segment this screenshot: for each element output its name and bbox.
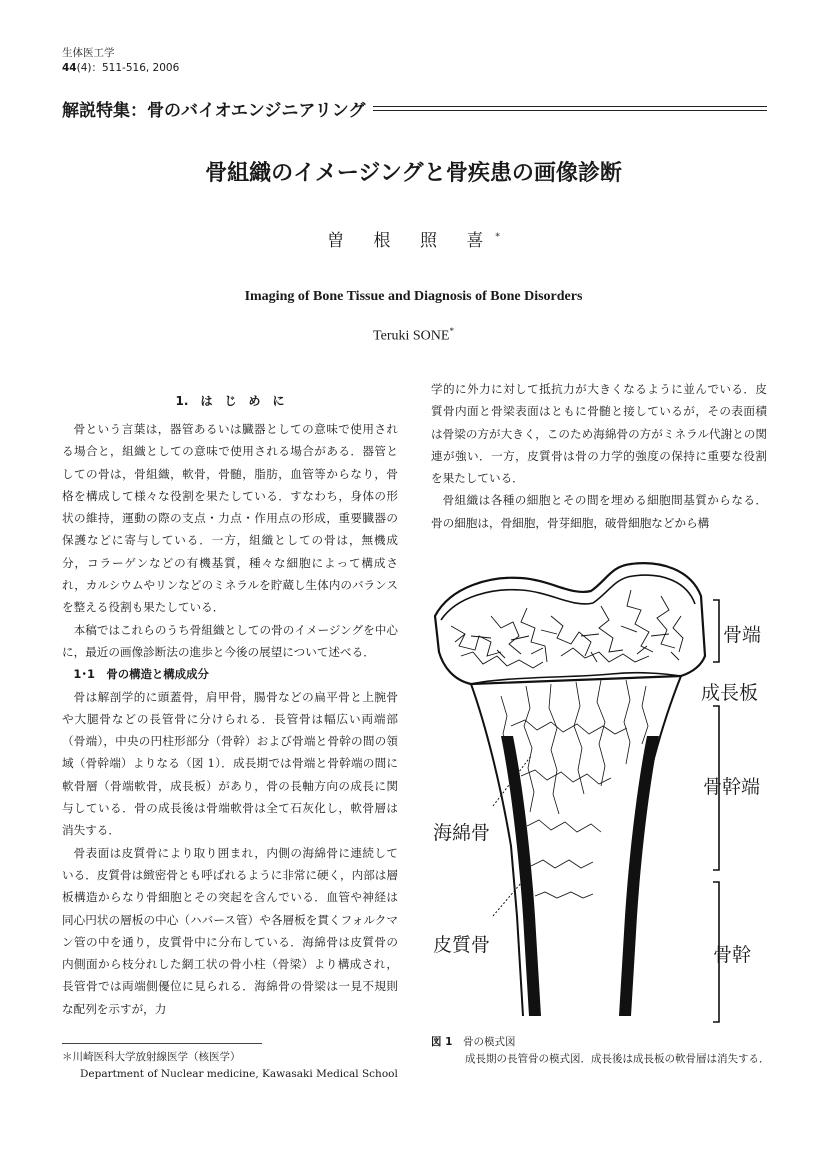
right-column [431,378,767,534]
subsection-heading: 1･1 骨の構造と構成成分 [73,667,209,682]
paragraph: 本稿ではこれらのうち骨組織としての骨のイメージングを中心に，最近の画像診断法の進歩と今後の展望について述べる． [62,622,398,659]
footnote-affiliation-ja: ＊川崎医科大学放射線医学（核医学） [62,1051,241,1063]
figure-caption [431,1034,771,1068]
author-en [0,326,827,345]
label-cortical-bone: 皮質骨 [433,934,491,956]
paragraph: 骨は解剖学的に頭蓋骨，肩甲骨，腸骨などの扁平骨と上腕骨や大腿骨などの長管骨に分けられる．長管骨は幅広い両端部（骨端），中央の円柱形部分（骨幹）および骨端と骨幹の間の領域（骨幹端）よりなる（図 1）．成長期では骨端と骨幹端の間に軟骨層（骨端軟骨，成長板）があり，骨の長軸方向の成長に関与している．骨の成長後は骨端軟骨は全て石灰化し，軟骨層は消失する． [62,689,398,838]
label-epiphysis: 骨端 [723,624,762,646]
label-growth-plate: 成長板 [701,682,759,704]
footnote [62,1049,402,1083]
journal-issue-pages: (4)：511-516, 2006 [76,62,180,74]
journal-name: 生体医工学 [62,47,115,59]
paragraph: 骨という言葉は，器管あるいは臓器としての意味で使用される場合と，組織としての意味で使用される場合がある．器管としての骨は，骨組織，軟骨，骨髄，脂肪，血管等からなり，骨格を構成して様々な役割を果たしている．すなわち，身体の形状の維持，運動の際の支点・力点・作用点の形成，重要臓器の保護などに寄与している．一方，組織としての骨は，無機成分，コラーゲンなどの有機基質，種々な細胞によって構成され，カルシウムやリンなどのミネラルを貯蔵し生体内のバランスを整える役割も果たしている． [62,422,398,615]
cortical-right [619,736,659,1016]
caption-label: 図 1 [431,1036,453,1048]
series-title: 解説特集：骨のバイオエンジニアリング [62,96,373,121]
journal-volume-line [62,61,179,76]
paragraph: 骨表面は皮質骨により取り囲まれ，内側の海綿骨に連続している．皮質骨は緻密骨とも呼ばれるように非常に硬く，内部は層板構造からなり骨細胞とその突起を含んでいる．血管や神経は同心円状の層板の中心（ハバース管）や各層板を貫くフォルクマン管の中を通り，皮質骨中に分布している．海綿骨は皮質骨の内側面から枝分れした網工状の骨小柱（骨梁）より構成され，長管骨では両端側優位に見られる．海綿骨の骨梁は一見不規則な配列を示すが，力 [62,845,398,1016]
author-ja-mark: * [495,232,500,243]
label-metaphysis: 骨幹端 [703,776,761,798]
author-ja-name: 曽 根 照 喜 [327,231,496,251]
journal-volume: 44 [62,62,77,74]
caption-title: 骨の模式図 [462,1036,516,1048]
section-heading: 1. は じ め に [175,394,285,408]
caption-head [431,1034,771,1051]
article-title-en: Imaging of Bone Tissue and Diagnosis of Bone Disorders [244,289,583,304]
article-title-ja: 骨組織のイメージングと骨疾患の画像診断 [205,161,622,186]
caption-body: 成長期の長管骨の模式図．成長後は成長板の軟骨層は消失する． [465,1053,770,1065]
footnote-affiliation-en: Department of Nuclear medicine, Kawasaki Medical School [80,1068,398,1080]
epiphysis-outline [435,563,705,684]
paragraph: 骨組織は各種の細胞とその間を埋める細胞間基質からなる．骨の細胞は，骨細胞，骨芽細胞，破骨細胞などから構 [431,493,767,530]
author-en-name: Teruki SONE [373,328,450,344]
label-cancellous-bone: 海綿骨 [433,822,491,844]
paragraph: 学的に外力に対して抵抗力が大きくなるように並んでいる．皮質骨内面と骨梁表面はともに骨髄と接しているが，その表面積は骨梁の方が大きく，このため海綿骨の方がミネラル代謝との関連が強い．一方，皮質骨は骨の力学的強度の保持に重要な役割を果たしている． [431,382,767,486]
author-en-mark: * [449,326,454,336]
figure-bone-diagram [431,556,771,1026]
footnote-rule [62,1043,262,1044]
series-banner [62,96,767,122]
journal-info [62,46,179,76]
shaft-left-edge [471,684,523,1016]
label-diaphysis: 骨幹 [713,944,752,966]
left-column [62,418,398,1020]
author-ja [0,226,827,251]
